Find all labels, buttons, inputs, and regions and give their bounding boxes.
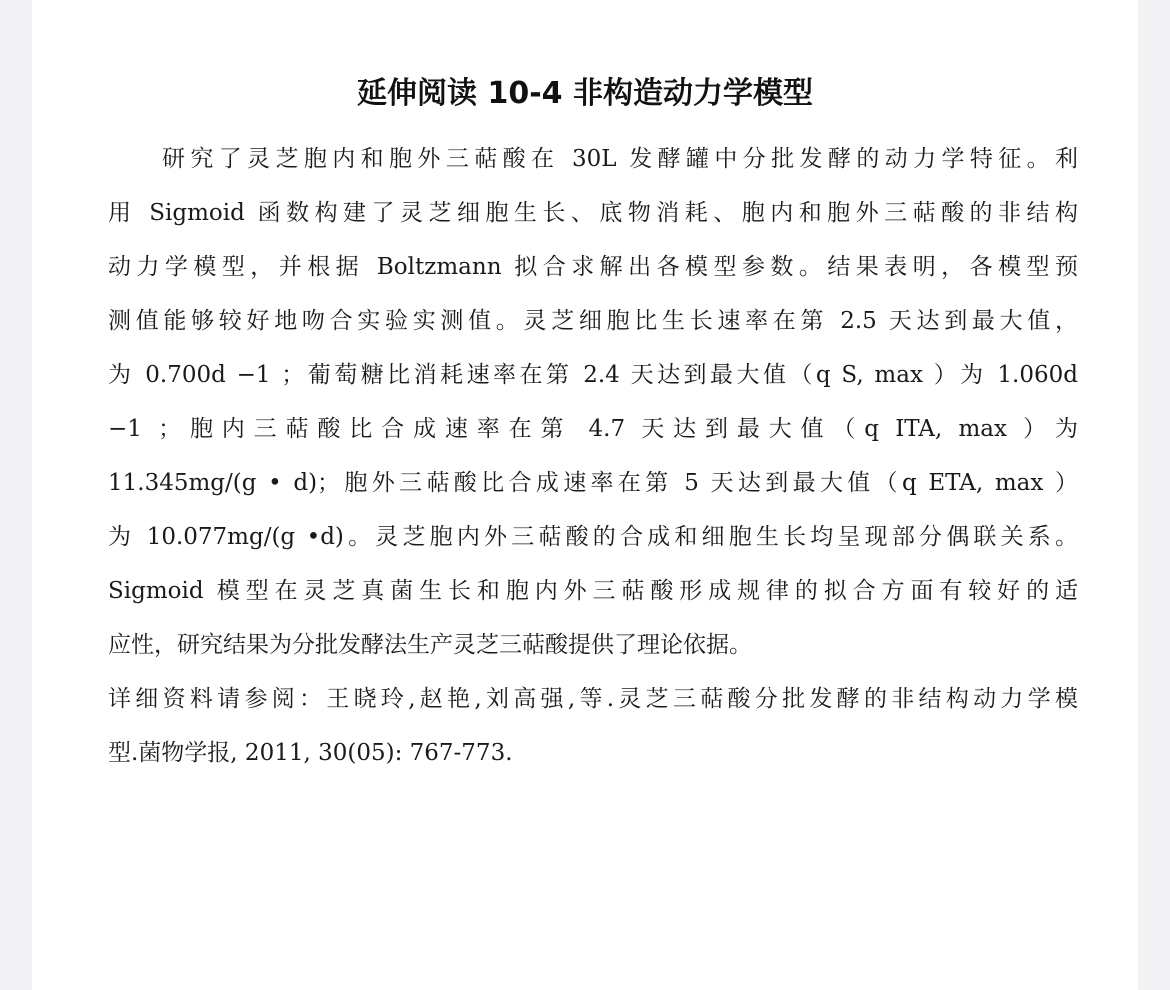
article-body xyxy=(108,132,1078,780)
paragraph-line: −1 ；胞内三萜酸比合成速率在第 4.7 天达到最大值（q ITA, max ）为 xyxy=(108,416,1078,442)
paragraph-line: 为 10.077mg/(g •d)。灵芝胞内外三萜酸的合成和细胞生长均呈现部分偶联关系。 xyxy=(108,524,1078,550)
reference-line: 型.菌物学报, 2011, 30(05): 767-773. xyxy=(108,740,513,766)
paragraph-line: Sigmoid 模型在灵芝真菌生长和胞内外三萜酸形成规律的拟合方面有较好的适 xyxy=(108,578,1078,604)
page-title: 延伸阅读 10-4 非构造动力学模型 xyxy=(357,76,813,111)
paragraph-line: 动力学模型，并根据 Boltzmann 拟合求解出各模型参数。结果表明，各模型预 xyxy=(108,254,1078,280)
paragraph-line: 用 Sigmoid 函数构建了灵芝细胞生长、底物消耗、胞内和胞外三萜酸的非结构 xyxy=(108,200,1078,226)
document-page xyxy=(32,0,1138,990)
paragraph-line: 应性，研究结果为分批发酵法生产灵芝三萜酸提供了理论依据。 xyxy=(108,632,752,658)
abstract-paragraph xyxy=(108,132,1078,672)
paragraph-line: 测值能够较好地吻合实验实测值。灵芝细胞比生长速率在第 2.5 天达到最大值， xyxy=(108,308,1078,334)
reference-line: 详细资料请参阅：王晓玲,赵艳,刘高强,等.灵芝三萜酸分批发酵的非结构动力学模 xyxy=(108,686,1078,712)
reference-citation xyxy=(108,672,1078,780)
paragraph-line: 研究了灵芝胞内和胞外三萜酸在 30L 发酵罐中分批发酵的动力学特征。利 xyxy=(162,146,1078,172)
paragraph-line: 为 0.700d −1 ；葡萄糖比消耗速率在第 2.4 天达到最大值（q S, max ）为 1.060d xyxy=(108,362,1078,388)
paragraph-line: 11.345mg/(g • d)；胞外三萜酸比合成速率在第 5 天达到最大值（q ETA, max ） xyxy=(108,470,1078,496)
